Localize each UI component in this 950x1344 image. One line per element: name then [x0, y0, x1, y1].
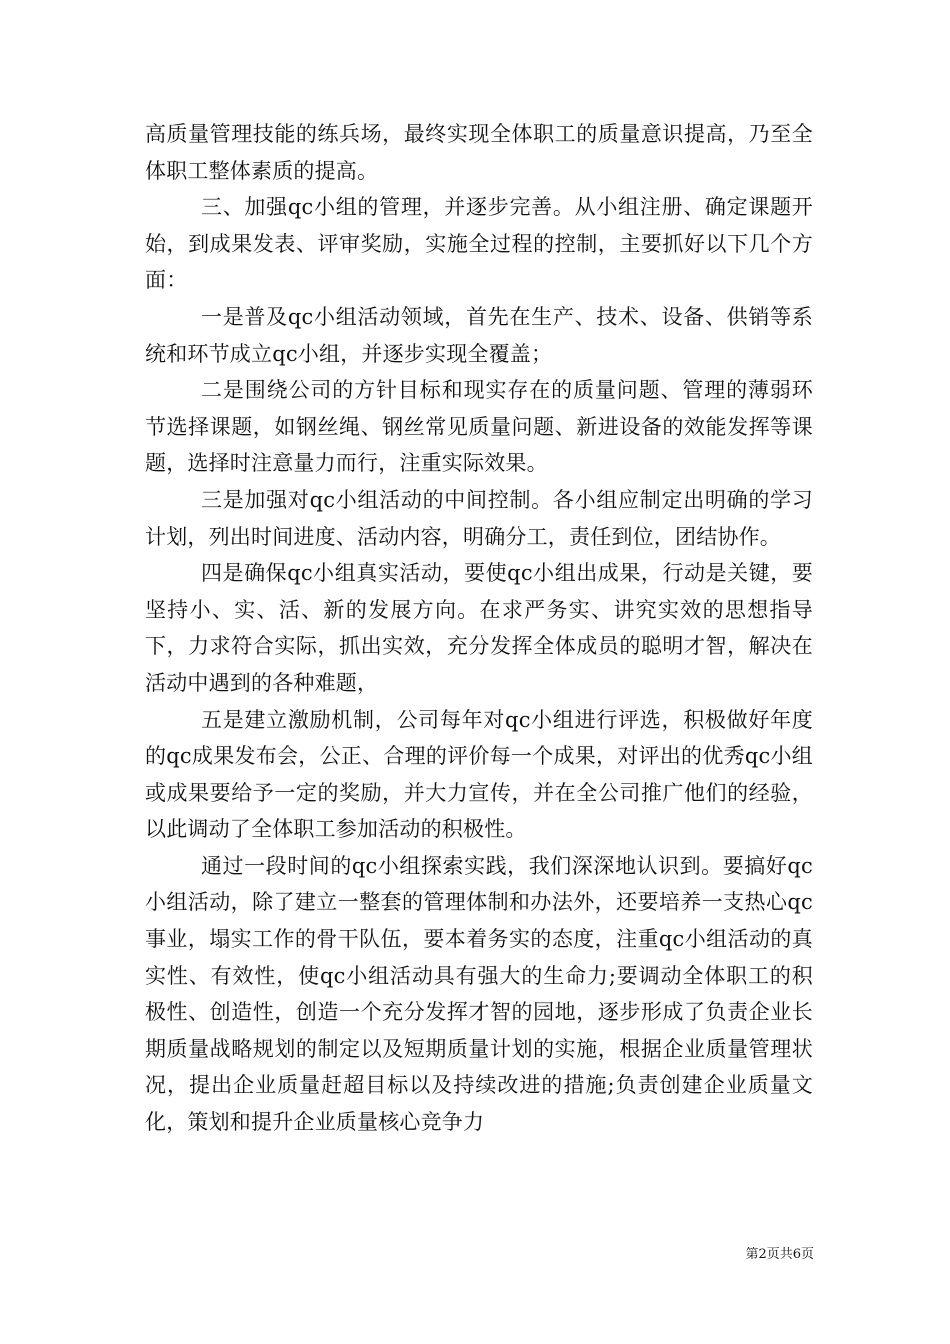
- paragraph-7: 五是建立激励机制，公司每年对qc小组进行评选，积极做好年度的qc成果发布会，公正、合理的评价每一个成果，对评出的优秀qc小组或成果要给予一定的奖励，并大力宣传，并在全公司推广他们的经验，以此调动了全体职工参加活动的积极性。: [145, 707, 813, 842]
- document-body: [145, 116, 813, 1141]
- paragraph-6: 四是确保qc小组真实活动，要使qc小组出成果，行动是关键，要坚持小、实、活、新的发展方向。在求严务实、讲究实效的思想指导下，力求符合实际，抓出实效，充分发挥全体成员的聪明才智，解决在活动中遇到的各种难题，: [145, 561, 813, 695]
- paragraph-4: 二是围绕公司的方针目标和现实存在的质量问题、管理的薄弱环节选择课题，如钢丝绳、钢丝常见质量问题、新进设备的效能发挥等课题，选择时注意量力而行，注重实际效果。: [145, 378, 813, 476]
- paragraph-8: 通过一段时间的qc小组探索实践，我们深深地认识到。要搞好qc小组活动，除了建立一整套的管理体制和办法外，还要培养一支热心qc事业，塌实工作的骨干队伍，要本着务实的态度，注重qc小组活动的真实性、有效性，使qc小组活动具有强大的生命力;要调动全体职工的积极性、创造性，创造一个充分发挥才智的园地，逐步形成了负责企业长期质量战略规划的制定以及短期质量计划的实施，根据企业质量管理状况，提出企业质量赶超目标以及持续改进的措施;负责创建企业质量文化，策划和提升企业质量核心竞争力: [145, 853, 813, 1135]
- paragraph-1: 高质量管理技能的练兵场，最终实现全体职工的质量意识提高，乃至全体职工整体素质的提高。: [145, 122, 813, 183]
- paragraph-3: 一是普及qc小组活动领域，首先在生产、技术、设备、供销等系统和环节成立qc小组，并逐步实现全覆盖；: [145, 304, 813, 366]
- paragraph-5: 三是加强对qc小组活动的中间控制。各小组应制定出明确的学习计划，列出时间进度、活动内容，明确分工，责任到位，团结协作。: [145, 487, 813, 549]
- paragraph-2: 三、加强qc小组的管理，并逐步完善。从小组注册、确定课题开始，到成果发表、评审奖励，实施全过程的控制，主要抓好以下几个方面：: [145, 195, 813, 293]
- page-number-footer: 第2页共6页: [745, 1247, 814, 1262]
